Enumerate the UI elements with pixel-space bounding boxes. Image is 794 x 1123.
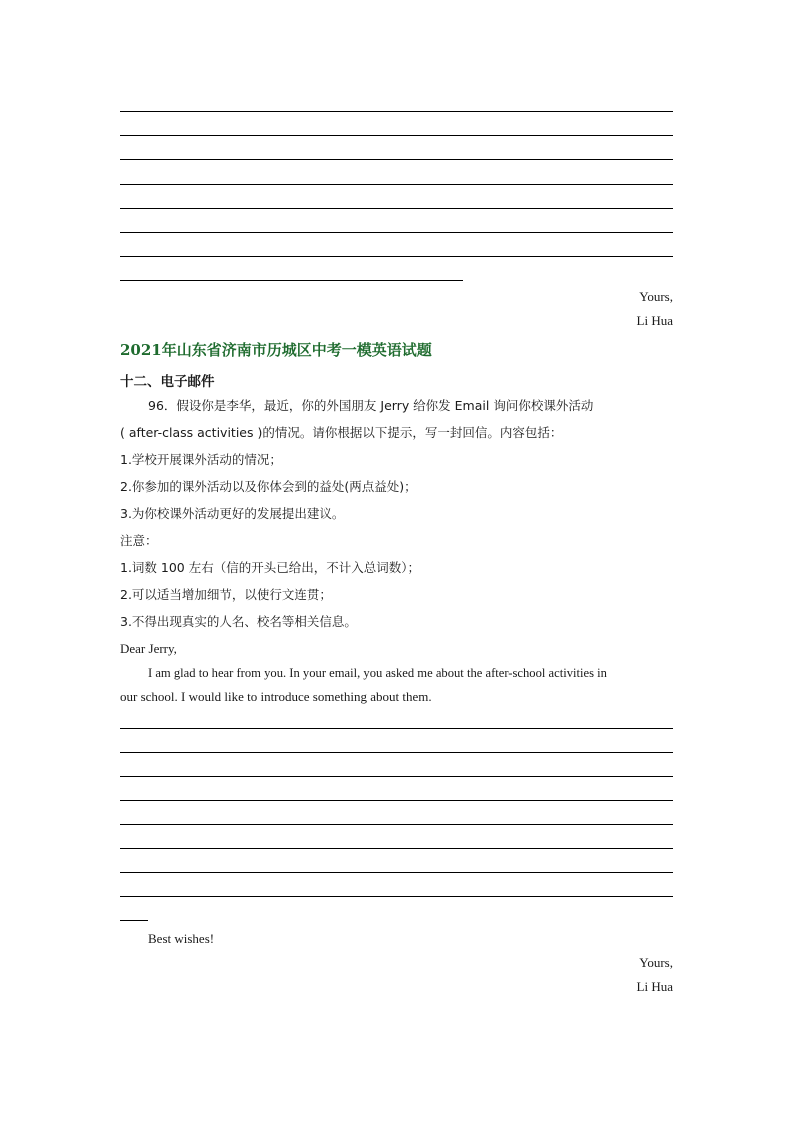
note-item: 1.词数 100 左右（信的开头已给出，不计入总词数）； [120, 560, 420, 575]
content-point: 1.学校开展课外活动的情况； [120, 452, 282, 467]
answer-line [120, 800, 673, 801]
answer-line [120, 184, 673, 185]
answer-line [120, 872, 673, 873]
closing-yours: Yours, [639, 289, 673, 304]
content-point: 2.你参加的课外活动以及你体会到的益处(两点益处)； [120, 479, 417, 494]
answer-line [120, 256, 673, 257]
answer-line [120, 135, 673, 136]
answer-line [120, 728, 673, 729]
question-text: 96．假设你是李华，最近，你的外国朋友 Jerry 给你发 Email 询问你校课外活动 [148, 398, 594, 413]
answer-line [120, 752, 673, 753]
best-wishes: Best wishes! [148, 931, 215, 946]
answer-line [120, 824, 673, 825]
answer-line [120, 232, 673, 233]
answer-line [120, 896, 673, 897]
letter-opening-continued: our school. I would like to introduce something about them. [120, 689, 432, 704]
closing-yours: Yours, [639, 955, 673, 970]
letter-opening: I am glad to hear from you. In your email, you asked me about the after-school activities in [148, 666, 607, 680]
answer-line [120, 776, 673, 777]
letter-greeting: Dear Jerry, [120, 641, 177, 656]
answer-line-stub [120, 920, 148, 921]
section-title: 十二、电子邮件 [120, 374, 215, 390]
answer-line [120, 848, 673, 849]
exam-title: 2021年山东省济南市历城区中考一模英语试题 [120, 341, 432, 359]
answer-line [120, 159, 673, 160]
signature-name: Li Hua [636, 313, 673, 328]
note-item: 2.可以适当增加细节，以使行文连贯； [120, 587, 332, 602]
answer-line [120, 208, 673, 209]
notes-label: 注意： [120, 533, 158, 548]
note-item: 3.不得出现真实的人名、校名等相关信息。 [120, 614, 357, 629]
content-point: 3.为你校课外活动更好的发展提出建议。 [120, 506, 345, 521]
answer-line [120, 111, 673, 112]
answer-line-short [120, 280, 463, 281]
signature-name: Li Hua [636, 979, 673, 994]
question-text-continued: ( after-class activities )的情况。请你根据以下提示，写一封回信。内容包括： [120, 425, 563, 440]
